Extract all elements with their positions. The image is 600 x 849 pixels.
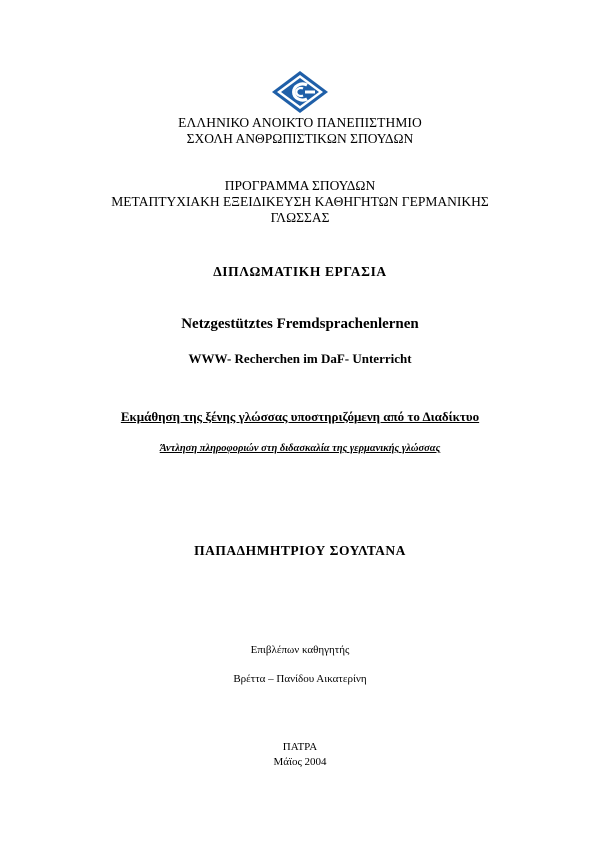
- program-specialization-line1: ΜΕΤΑΠΤΥΧΙΑΚΗ ΕΞΕΙΔΙΚΕΥΣΗ ΚΑΘΗΓΗΤΩΝ ΓΕΡΜΑΝΙΚΗΣ: [111, 194, 489, 209]
- german-subtitle: WWW- Recherchen im DaF- Unterricht: [188, 351, 412, 366]
- university-name: ΕΛΛΗΝΙΚΟ ΑΝΟΙΚΤΟ ΠΑΝΕΠΙΣΤΗΜΙΟ: [178, 115, 422, 130]
- document-type: ΔΙΠΛΩΜΑΤΙΚΗ ΕΡΓΑΣΙΑ: [213, 264, 387, 279]
- supervisor-name: Βρέττα – Πανίδου Αικατερίνη: [233, 673, 367, 685]
- date: Μάϊος 2004: [273, 756, 327, 768]
- program-title: ΠΡΟΓΡΑΜΜΑ ΣΠΟΥΔΩΝ: [224, 178, 376, 193]
- author-name: ΠΑΠΑΔΗΜΗΤΡΙΟΥ ΣΟΥΛΤΑΝΑ: [194, 543, 406, 558]
- school-name: ΣΧΟΛΗ ΑΝΘΡΩΠΙΣΤΙΚΩΝ ΣΠΟΥΔΩΝ: [186, 131, 414, 146]
- greek-title: Εκμάθηση της ξένης γλώσσας υποστηριζόμενη από το Διαδίκτυο: [120, 409, 480, 424]
- city: ΠΑΤΡΑ: [282, 741, 318, 753]
- supervisor-label: Επιβλέπων καθηγητής: [250, 644, 350, 656]
- greek-subtitle: Άντληση πληροφοριών στη διδασκαλία της γερμανικής γλώσσας: [159, 443, 441, 454]
- university-logo-icon: [271, 70, 329, 114]
- german-title: Netzgestütztes Fremdsprachenlernen: [181, 316, 419, 332]
- program-specialization-line2: ΓΛΩΣΣΑΣ: [270, 210, 330, 225]
